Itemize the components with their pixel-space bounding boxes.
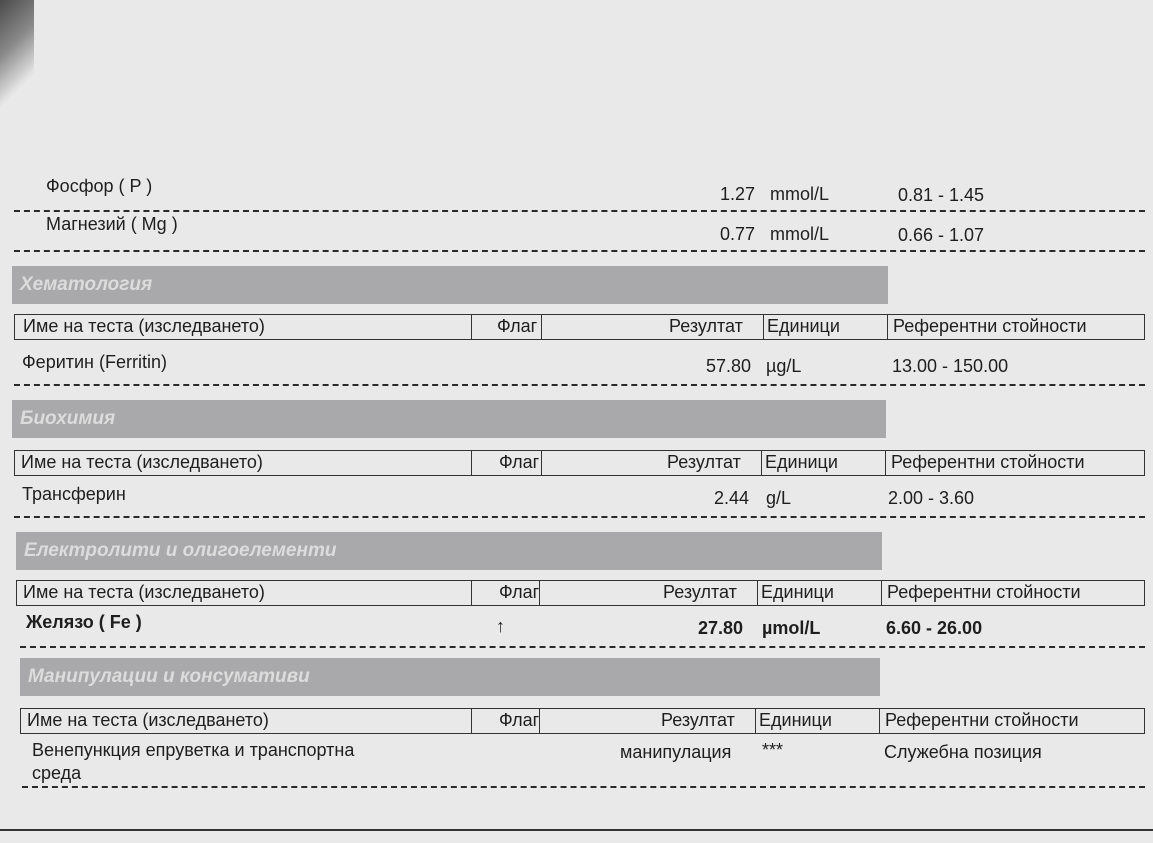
header-reference: Референтни стойности (893, 316, 1087, 336)
result-value: 1.27 (720, 184, 756, 204)
flag-up-arrow-icon: ↑ (496, 616, 505, 636)
header-reference: Референтни стойности (885, 710, 1079, 730)
table-header (16, 580, 1145, 606)
result-value: 57.80 (706, 356, 752, 376)
section-title-biochemistry: Биохимия (12, 400, 886, 438)
units: µmol/L (762, 618, 821, 638)
reference-range: Служебна позиция (884, 742, 1042, 762)
test-name: Желязо ( Fe ) (26, 612, 142, 632)
header-units: Единици (761, 582, 834, 602)
header-units: Единици (765, 452, 838, 472)
result-value: 0.77 (720, 224, 756, 244)
units: mmol/L (770, 184, 830, 204)
footer-rule (0, 829, 1153, 831)
section-title-hematology: Хематология (12, 266, 888, 304)
divider (14, 250, 1145, 252)
units: µg/L (766, 356, 802, 376)
reference-range: 2.00 - 3.60 (888, 488, 975, 508)
units: *** (762, 740, 784, 760)
header-test-name: Име на теста (изследването) (27, 710, 269, 730)
test-name: Феритин (Ferritin) (22, 352, 167, 372)
test-name: Венепункция епруветка и транспортна (32, 740, 355, 760)
test-name: Трансферин (22, 484, 126, 504)
page-shadow (0, 0, 34, 110)
units: g/L (766, 488, 792, 508)
header-test-name: Име на теста (изследването) (23, 316, 265, 336)
result-value: 2.44 (714, 488, 750, 508)
divider (14, 210, 1145, 212)
divider (22, 786, 1145, 788)
result-value: 27.80 (698, 618, 744, 638)
header-flag: Флаг (499, 452, 540, 472)
header-reference: Референтни стойности (887, 582, 1081, 602)
test-name: Фосфор ( P ) (46, 176, 153, 196)
reference-range: 13.00 - 150.00 (892, 356, 1009, 376)
header-result: Резултат (669, 316, 743, 336)
header-reference: Референтни стойности (891, 452, 1085, 472)
test-name: Магнезий ( Mg ) (46, 214, 178, 234)
section-title-electrolytes: Електролити и олигоелементи (16, 532, 882, 570)
header-units: Единици (759, 710, 832, 730)
header-test-name: Име на теста (изследването) (21, 452, 263, 472)
header-flag: Флаг (497, 316, 538, 336)
divider (14, 516, 1145, 518)
header-result: Резултат (667, 452, 741, 472)
divider (14, 384, 1145, 386)
test-name-line2: среда (32, 763, 82, 783)
reference-range: 0.66 - 1.07 (898, 225, 985, 245)
header-flag: Флаг (499, 710, 540, 730)
header-result: Резултат (663, 582, 737, 602)
units: mmol/L (770, 224, 830, 244)
header-units: Единици (767, 316, 840, 336)
table-header (20, 708, 1145, 734)
table-header (14, 450, 1145, 476)
header-result: Резултат (661, 710, 735, 730)
reference-range: 0.81 - 1.45 (898, 185, 985, 205)
header-test-name: Име на теста (изследването) (23, 582, 265, 602)
header-flag: Флаг (499, 582, 540, 602)
result-value: манипулация (620, 742, 732, 762)
reference-range: 6.60 - 26.00 (886, 618, 983, 638)
section-title-manipulations: Манипулации и консумативи (20, 658, 880, 696)
divider (20, 646, 1145, 648)
table-header (14, 314, 1145, 340)
